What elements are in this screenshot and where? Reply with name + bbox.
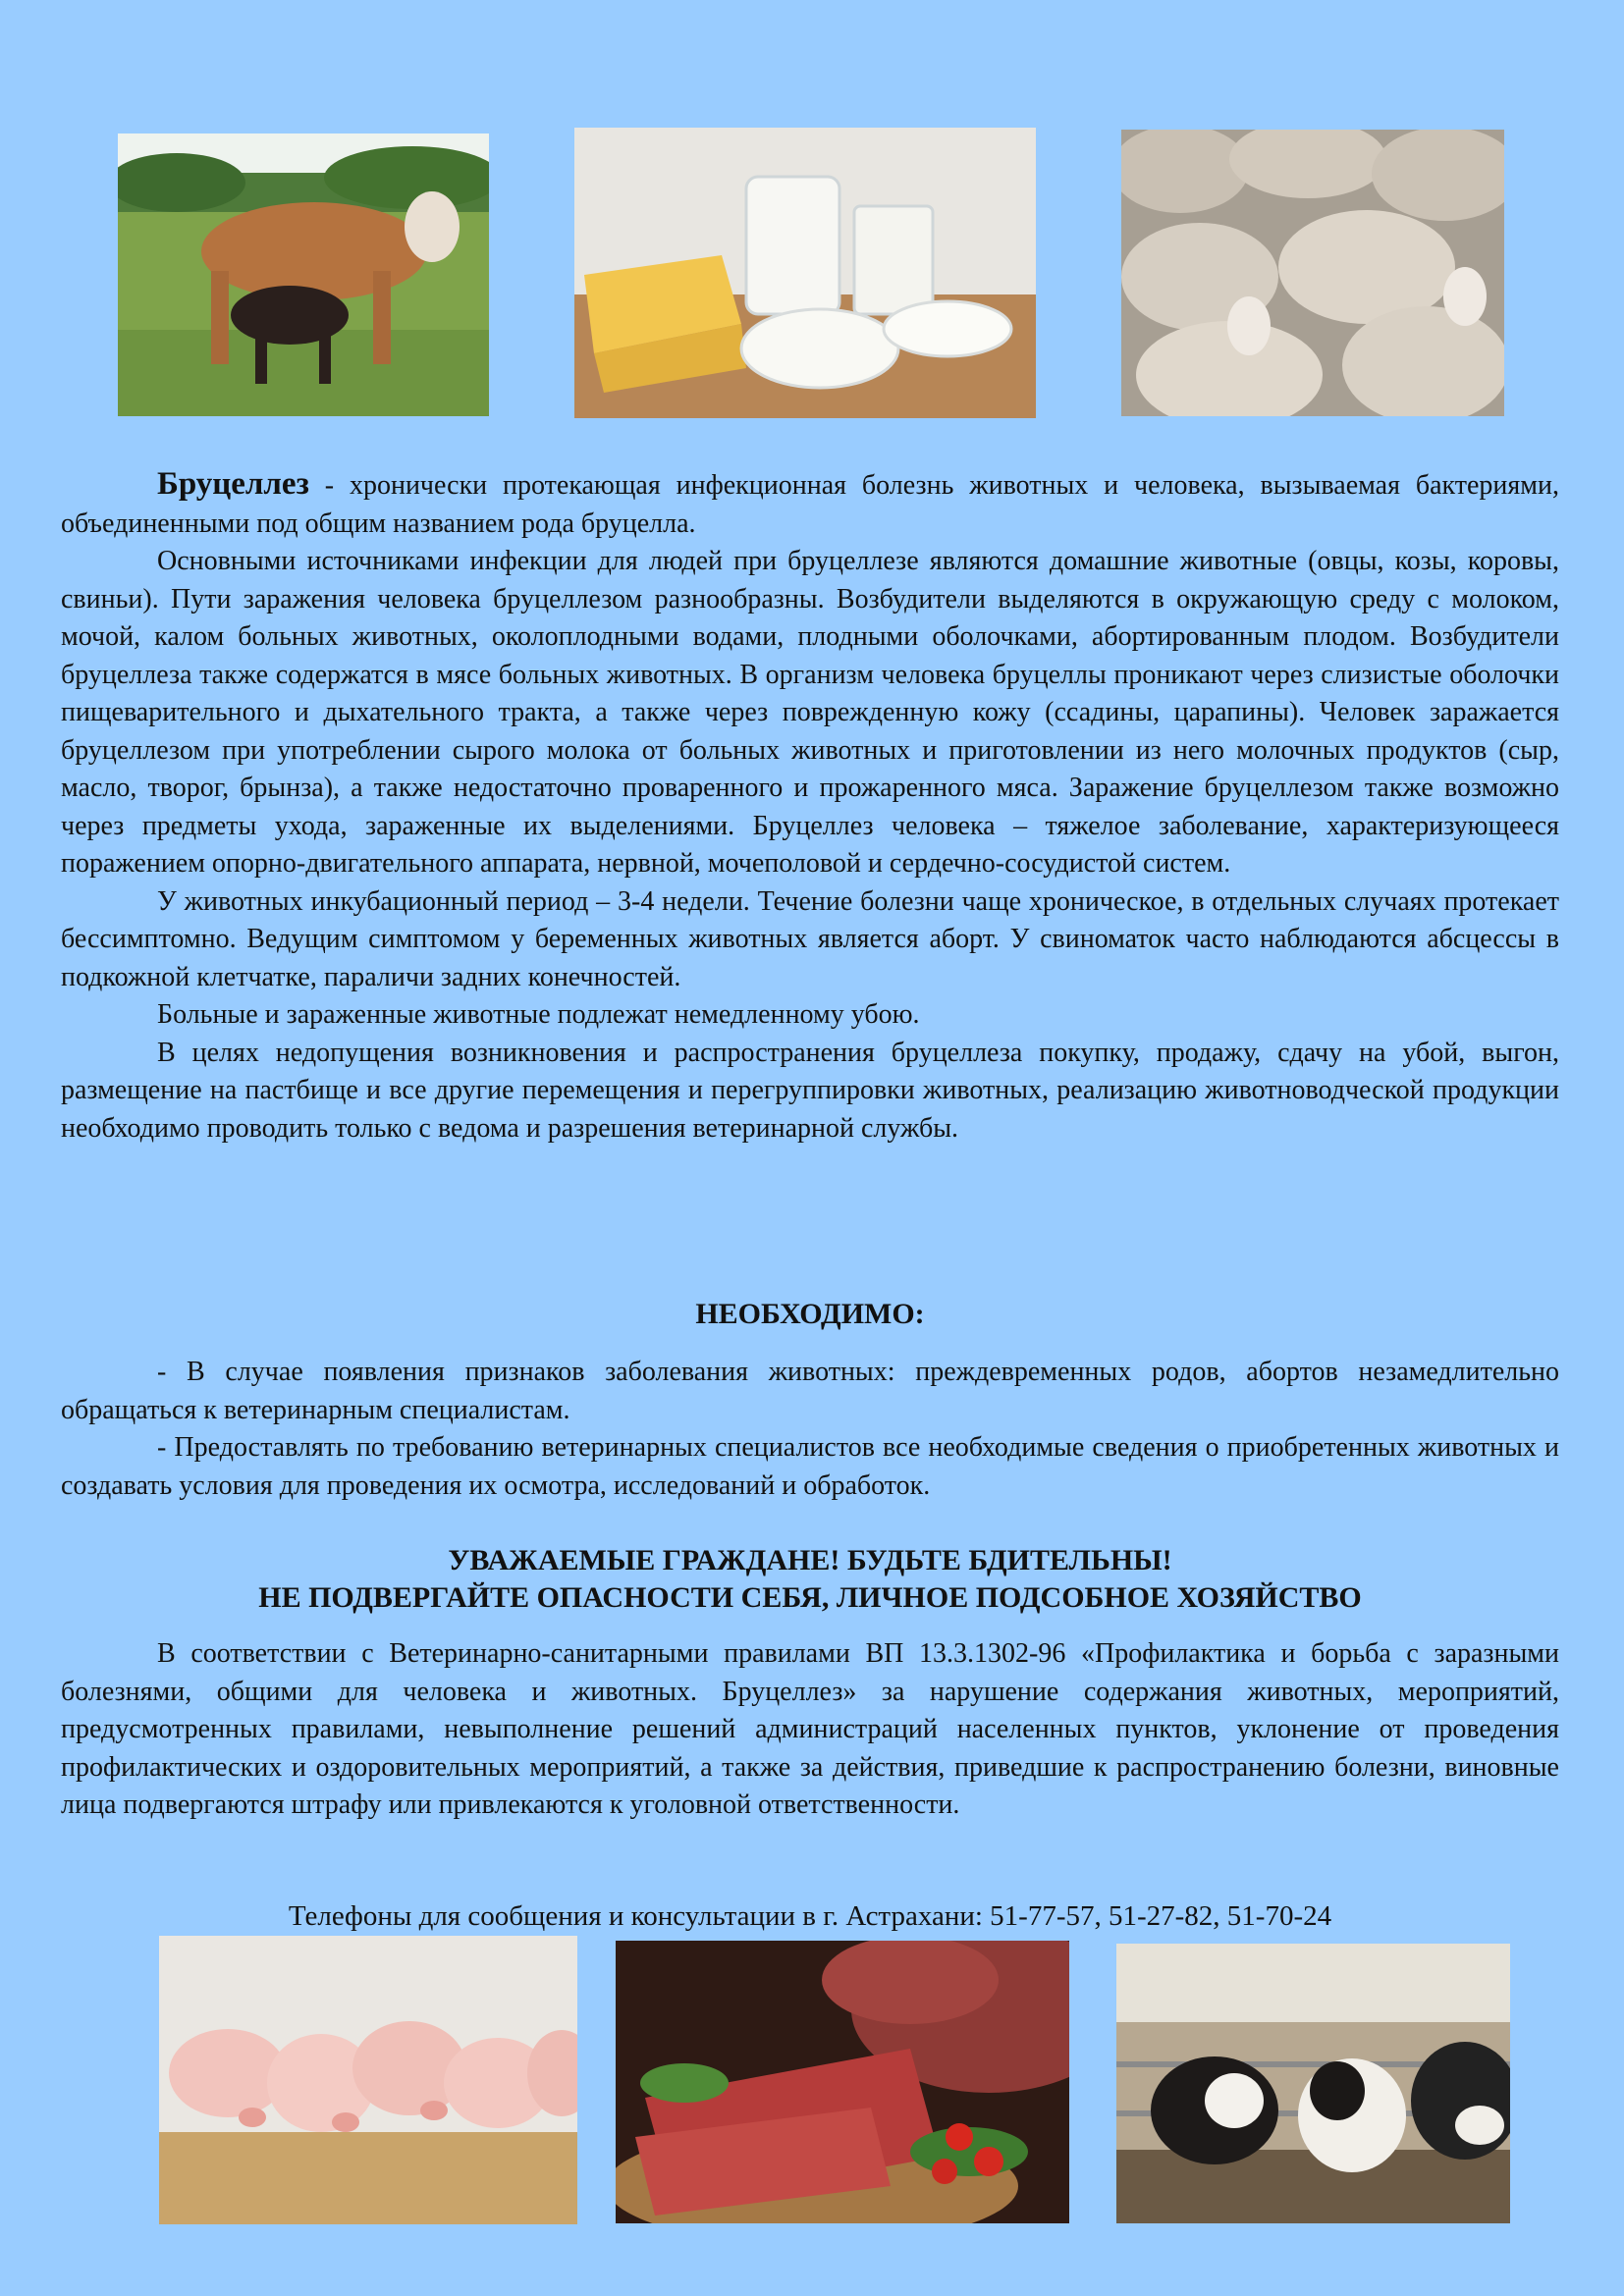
warning-title	[61, 1542, 1559, 1617]
warning-line: НЕ ПОДВЕРГАЙТЕ ОПАСНОСТИ СЕБЯ, ЛИЧНОЕ ПОДСОБНОЕ ХОЗЯЙСТВО	[258, 1581, 1362, 1614]
warning-line: УВАЖАЕМЫЕ ГРАЖДАНЕ! БУДЬТЕ БДИТЕЛЬНЫ!	[448, 1544, 1172, 1576]
cow-with-calf-photo	[118, 133, 489, 416]
body-paragraph: У животных инкубационный период – 3-4 недели. Течение болезни чаще хроническое, в отдельных случаях протекает бессимптомно. Ведущим симптомом у беременных животных является аборт. У свиноматок часто наблюдаются абсцессы в подкожной клетчатке, параличи задних конечностей.	[61, 885, 1559, 992]
disease-term: Бруцеллез	[157, 466, 309, 502]
body-paragraph: В целях недопущения возникновения и распространения бруцеллеза покупку, продажу, сдачу на убой, выгон, размещение на пастбище и все другие перемещения и перегруппировки животных, реализацию животноводческой продукции необходимо проводить только с ведома и разрешения ветеринарной службы.	[61, 1037, 1559, 1144]
law-section	[61, 1635, 1559, 1825]
disease-definition: - хронически протекающая инфекционная болезнь животных и человека, вызываемая бактериями, объединенными под общим названием рода бруцелла.	[61, 470, 1559, 539]
cows-in-barn-photo	[1116, 1944, 1510, 2223]
required-item: - Предоставлять по требованию ветеринарных специалистов все необходимые сведения о приобретенных животных и создавать условия для проведения их осмотра, исследований и обработок.	[61, 1432, 1559, 1501]
required-list	[61, 1354, 1559, 1505]
sheep-flock-photo	[1121, 130, 1504, 416]
body-paragraph: Больные и зараженные животные подлежат немедленному убою.	[157, 999, 920, 1030]
raw-meat-photo	[616, 1941, 1069, 2223]
intro-section	[61, 465, 1559, 1148]
body-paragraph: Основными источниками инфекции для людей при бруцеллезе являются домашние животные (овцы, козы, коровы, свиньи). Пути заражения человека бруцеллезом разнообразны. Возбудители выделяются в окружающую среду с молоком, мочой, калом больных животных, околоплодными водами, плодными оболочками, абортированным плодом. Возбудители бруцеллеза также содержатся в мясе больных животных. В организм человека бруцеллы проникают через слизистые оболочки пищеварительного и дыхательного тракта, а также через поврежденную кожу (ссадины, царапины). Человек заражается бруцеллезом при употреблении сырого молока от больных животных и приготовлении из него молочных продуктов (сыр, масло, творог, брынза), а также недостаточно проваренного и прожаренного мяса. Заражение бруцеллезом также возможно через предметы ухода, зараженные их выделениями. Бруцеллез человека – тяжелое заболевание, характеризующееся поражением опорно-двигательного аппарата, нервной, мочеполовой и сердечно-сосудистой систем.	[61, 546, 1559, 879]
dairy-products-photo	[574, 128, 1036, 418]
law-paragraph: В соответствии с Ветеринарно-санитарными правилами ВП 13.3.1302-96 «Профилактика и борьба с заразными болезнями, общими для человека и животных. Бруцеллез» за нарушение содержания животных, мероприятий, предусмотренных правилами, невыполнение решений администраций населенных пунктов, уклонение от проведения профилактических и оздоровительных мероприятий, а также за действия, приведшие к распространению болезни, виновные лица подвергаются штрафу или привлекаются к уголовной ответственности.	[61, 1638, 1559, 1820]
contact-phones: Телефоны для сообщения и консультации в г. Астрахани: 51-77-57, 51-27-82, 51-70-24	[288, 1900, 1332, 1932]
required-heading: НЕОБХОДИМО:	[695, 1298, 925, 1330]
piglets-photo	[159, 1936, 577, 2224]
intro-paragraph	[61, 465, 1559, 543]
required-item: - В случае появления признаков заболевания животных: преждевременных родов, абортов незамедлительно обращаться к ветеринарным специалистам.	[61, 1357, 1559, 1425]
